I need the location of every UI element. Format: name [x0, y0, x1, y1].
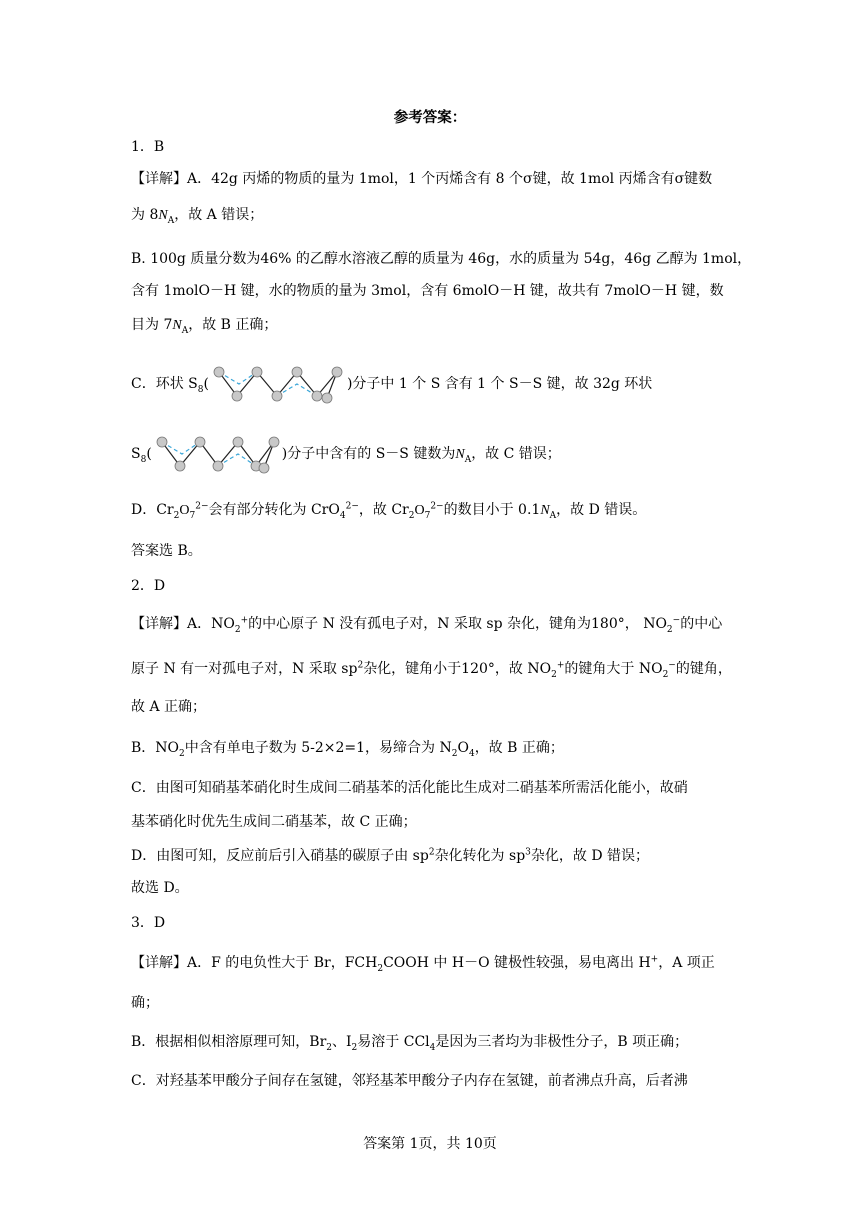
q1-option-c-line2: $S_8$( )分子中含有的 S－S 键数为$N_A$，故 C 错误；	[131, 430, 561, 479]
q2-number: 2．D	[131, 578, 166, 594]
q2-option-a-line3: 故 A 正确；	[131, 699, 207, 715]
q1-option-b-line3: 目为 $7N_A$，故 B 正确；	[131, 317, 278, 336]
page-footer: 答案第 1页，共 10页	[363, 1136, 497, 1152]
q3-option-c-line1: C．对羟基苯甲酸分子间存在氢键，邻羟基苯甲酸分子内存在氢键，前者沸点升高，后者沸	[131, 1073, 688, 1089]
q3-option-a-line1: 【详解】A．F 的电负性大于 Br，$FCH_2COOH$ 中 H－O 键极性较强，易电离出 H+，A 项正	[131, 954, 715, 974]
q2-option-a-line1: 【详解】A．$NO_2^+$的中心原子 N 没有孤电子对，N 采取 sp 杂化，键角为180°， $NO_2^-$的中心	[131, 615, 723, 635]
s8-ring-molecule-image	[209, 360, 347, 408]
q3-number: 3．D	[131, 915, 166, 931]
q2-option-c-line1: C．由图可知硝基苯硝化时生成间二硝基苯的活化能比生成对二硝基苯所需活化能小，故硝	[131, 780, 688, 796]
q1-option-b-line1: B. 100g 质量分数为46% 的乙醇水溶液乙醇的质量为 46g，水的质量为 54g，46g 乙醇为 1mol，	[131, 251, 752, 267]
q1-option-d: D．$Cr_2O_7^{2-}$会有部分转化为 CrO$_4^{2-}$，故 $Cr_2O_7^{2-}$的数目小于 $0.1N_A$，故 D 错误。	[131, 501, 647, 521]
q1-option-b-line2: 含有 1molO－H 键，水的物质的量为 3mol，含有 6molO－H 键，故共有 7molO－H 键，数	[131, 283, 724, 299]
q1-option-c-line1: C．环状 $S_8$( )分子中 1 个 S 含有 1 个 S－S 键，故 32g 环状	[131, 360, 652, 408]
q2-answer: 故选 D。	[131, 880, 189, 896]
q1-number: 1．B	[131, 139, 165, 155]
q2-option-b: B．$NO_2$中含有单电子数为 5-2×2=1，易缔合为 $N_2O_4$，故 B 正确；	[131, 740, 564, 759]
q2-option-d: D．由图可知，反应前后引入硝基的碳原子由 $sp^2$杂化转化为 $sp^3$杂化，故 D 错误；	[131, 847, 650, 864]
q1-option-a-line2: 为 $8N_A$，故 A 错误；	[131, 207, 264, 226]
q3-option-b: B．根据相似相溶原理可知，$Br_2$、$I_2$易溶于 CCl$_4$是因为三者均为非极性分子，B 项正确；	[131, 1034, 689, 1053]
q3-option-a-line2: 确；	[131, 995, 159, 1011]
q2-option-a-line2: 原子 N 有一对孤电子对，N 采取 $sp^2$杂化，键角小于120°，故 $NO_2^+$的键角大于 $NO_2^-$的键角，	[131, 660, 732, 680]
q1-answer: 答案选 B。	[131, 543, 202, 559]
q2-option-c-line2: 基苯硝化时优先生成间二硝基苯，故 C 正确；	[131, 814, 417, 830]
page-title: 参考答案：	[393, 109, 467, 126]
s8-ring-molecule-image	[152, 430, 282, 478]
q1-option-a-line1: 【详解】A．42g 丙烯的物质的量为 1mol，1 个丙烯含有 8 个σ键，故 1mol 丙烯含有σ键数	[131, 171, 713, 187]
